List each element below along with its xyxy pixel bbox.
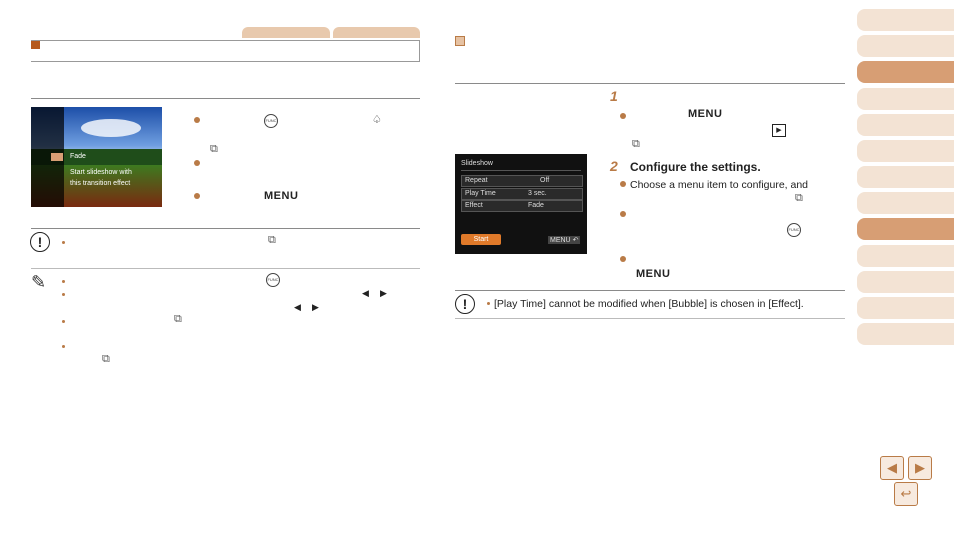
header-tab-1[interactable]	[242, 27, 330, 38]
nav-tab-13[interactable]	[857, 323, 954, 345]
nav-tab-3[interactable]	[857, 61, 954, 83]
book-icon: ⧉	[632, 138, 640, 150]
cam-fade-label: Fade	[70, 153, 86, 160]
arrow-right-icon: ▶	[380, 288, 387, 298]
func-set-icon: FUNC	[787, 223, 801, 237]
lcd-row-repeat: Repeat Off	[461, 175, 583, 187]
bullet	[620, 113, 626, 119]
bullet	[62, 345, 65, 348]
exclamation-icon: !	[30, 232, 50, 252]
book-icon: ⧉	[268, 234, 276, 246]
return-button[interactable]: ↩	[894, 482, 918, 506]
cam-desc-line1: Start slideshow with	[70, 169, 132, 176]
bullet	[62, 293, 65, 296]
step-2-title: Configure the settings.	[630, 160, 761, 174]
lcd-row-play-time: Play Time 3 sec.	[461, 188, 583, 200]
bullet	[62, 320, 65, 323]
cam-desc-line2: this transition effect	[70, 180, 131, 187]
bullet	[194, 160, 200, 166]
nav-tab-4[interactable]	[857, 88, 954, 110]
section-marker-icon	[455, 36, 465, 46]
book-icon: ⧉	[795, 192, 803, 204]
lcd-menu-return-icon: MENU ↶	[550, 237, 579, 244]
divider	[455, 83, 845, 84]
func-set-icon: FUNC	[266, 273, 280, 287]
nav-tab-8[interactable]	[857, 192, 954, 214]
arrow-left-icon: ◀	[362, 288, 369, 298]
arrow-right-icon: ▶	[312, 302, 319, 312]
menu-button-label: MENU	[688, 108, 723, 120]
lcd-title: Slideshow	[461, 160, 493, 167]
nav-tab-1[interactable]	[857, 9, 954, 31]
lcd-start-button: Start	[461, 234, 501, 245]
play-icon: ▶	[772, 124, 786, 137]
nav-tab-9[interactable]	[857, 218, 954, 240]
divider	[455, 290, 845, 291]
nav-tab-7[interactable]	[857, 166, 954, 188]
divider	[31, 98, 420, 99]
bullet	[194, 193, 200, 199]
nav-tab-12[interactable]	[857, 297, 954, 319]
transition-icon: ♤	[372, 114, 382, 126]
nav-tab-11[interactable]	[857, 271, 954, 293]
menu-button-label: MENU	[636, 268, 671, 280]
step-2-number: 2	[610, 158, 618, 174]
divider	[31, 268, 420, 269]
section-title-box	[31, 40, 420, 62]
divider	[455, 318, 845, 319]
bullet	[194, 117, 200, 123]
step-1-number: 1	[610, 88, 618, 104]
prev-page-button[interactable]: ◀	[880, 456, 904, 480]
func-set-icon: FUNC	[264, 114, 278, 128]
bullet	[487, 302, 490, 305]
header-tab-2[interactable]	[333, 27, 420, 38]
book-icon: ⧉	[174, 313, 182, 325]
next-page-button[interactable]: ▶	[908, 456, 932, 480]
bullet	[620, 211, 626, 217]
bullet	[62, 241, 65, 244]
nav-tab-5[interactable]	[857, 114, 954, 136]
bullet	[62, 280, 65, 283]
pencil-icon: ✎	[31, 272, 47, 292]
book-icon: ⧉	[102, 353, 110, 365]
arrow-left-icon: ◀	[294, 302, 301, 312]
nav-tab-10[interactable]	[857, 245, 954, 267]
lcd-row-effect: Effect Fade	[461, 200, 583, 212]
divider	[31, 228, 420, 229]
caution-text: [Play Time] cannot be modified when [Bubble] is chosen in [Effect].	[494, 298, 804, 310]
step-2-bullet-1: Choose a menu item to configure, and	[630, 179, 809, 191]
camera-screen-image	[31, 107, 162, 207]
book-icon: ⧉	[210, 143, 218, 155]
nav-tab-2[interactable]	[857, 35, 954, 57]
slideshow-lcd-image	[455, 154, 587, 254]
nav-tab-6[interactable]	[857, 140, 954, 162]
exclamation-icon: !	[455, 294, 475, 314]
bullet	[620, 256, 626, 262]
bullet	[620, 181, 626, 187]
menu-button-label: MENU	[264, 190, 299, 202]
